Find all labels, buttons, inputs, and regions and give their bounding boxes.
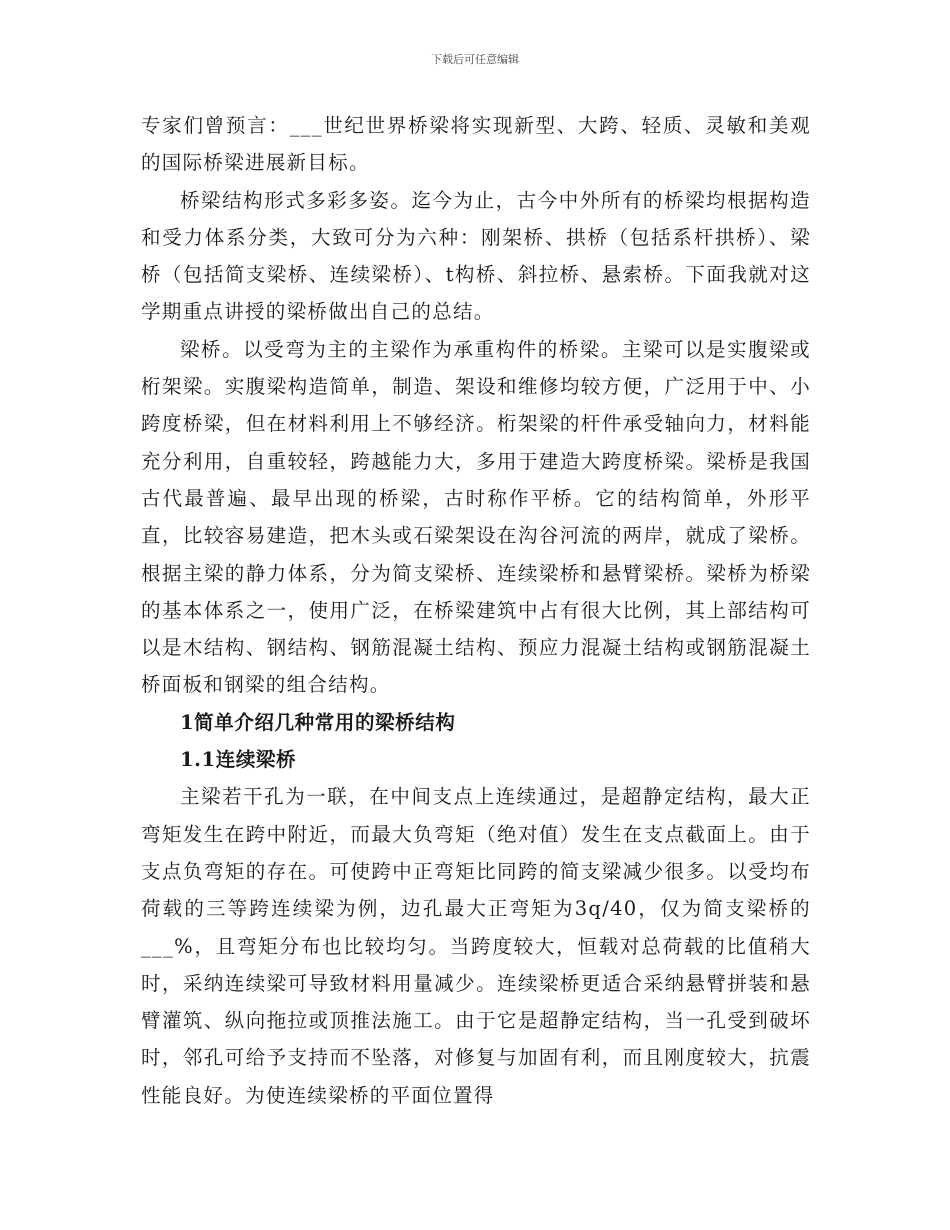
page-header: 下载后可任意编辑	[431, 53, 519, 66]
paragraph-expert-prediction: 专家们曾预言：___世纪世界桥梁将实现新型、大跨、轻质、灵敏和美观的国际桥梁进展新目标。	[141, 114, 811, 175]
subsection-heading-continuous-beam-bridge: 1.1连续梁桥	[180, 748, 297, 772]
paragraph-continuous-beam-bridge: 主梁若干孔为一联，在中间支点上连续通过，是超静定结构，最大正弯矩发生在跨中附近，而最大负弯矩（绝对值）发生在支点截面上。由于支点负弯矩的存在。可使跨中正弯矩比同跨的简支梁减少很多。以受均布荷载的三等跨连续梁为例，边孔最大正弯矩为3q/40，仅为简支梁桥的___%，且弯矩分布也比较均匀。当跨度较大，恒载对总荷载的比值稍大时，采纳连续梁可导致材料用量减少。连续梁桥更适合采纳悬臂拼装和悬臂灌筑、纵向拖拉或顶推法施工。由于它是超静定结构，当一孔受到破坏时，邻孔可给予支持而不坠落，对修复与加固有利，而且刚度较大，抗震性能良好。为使连续梁桥的平面位置得	[141, 785, 811, 1107]
paragraph-beam-bridge: 梁桥。以受弯为主的主梁作为承重构件的桥梁。主梁可以是实腹梁或桁架梁。实腹梁构造简单，制造、架设和维修均较方便，广泛用于中、小跨度桥梁，但在材料利用上不够经济。桁架梁的杆件承受轴向力，材料能充分利用，自重较轻，跨越能力大，多用于建造大跨度桥梁。梁桥是我国古代最普遍、最早出现的桥梁，古时称作平桥。它的结构简单，外形平直，比较容易建造，把木头或石梁架设在沟谷河流的两岸，就成了梁桥。根据主梁的静力体系，分为简支梁桥、连续梁桥和悬臂梁桥。梁桥为桥梁的基本体系之一，使用广泛，在桥梁建筑中占有很大比例，其上部结构可以是木结构、钢结构、钢筋混凝土结构、预应力混凝土结构或钢筋混凝土桥面板和钢梁的组合结构。	[141, 337, 811, 697]
document-body	[141, 107, 811, 1114]
section-heading-common-beam-bridges: 1简单介绍几种常用的梁桥结构	[180, 710, 456, 734]
paragraph-bridge-types: 桥梁结构形式多彩多姿。迄今为止，古今中外所有的桥梁均根据构造和受力体系分类，大致可分为六种：刚架桥、拱桥（包括系杆拱桥）、梁桥（包括简支梁桥、连续梁桥）、t构桥、斜拉桥、悬索桥。下面我就对这学期重点讲授的梁桥做出自己的总结。	[141, 188, 811, 324]
